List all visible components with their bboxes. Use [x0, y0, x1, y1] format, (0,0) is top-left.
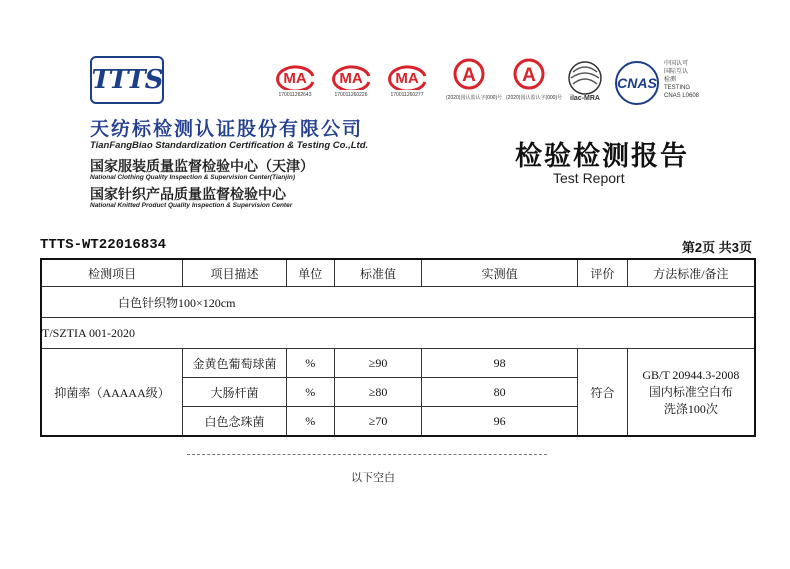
cnas-icon	[614, 60, 660, 106]
cnas-text-line: TESTING	[664, 85, 691, 91]
svg-text:MA: MA	[339, 70, 363, 87]
company-name-en: TianFangBiao Standardization Certification & Testing Co.,Ltd.	[90, 140, 369, 151]
header-cell: 单位	[286, 259, 334, 287]
svg-text:MA: MA	[395, 70, 419, 87]
test-item: 抑菌率（AAAAA级）	[41, 349, 183, 437]
row-desc: 白色念珠菌	[183, 407, 287, 437]
cnas-text-line: 国际互认	[664, 69, 689, 75]
table-header-row	[41, 259, 755, 287]
header-cell: 实测值	[422, 259, 577, 287]
cnas-mark	[614, 60, 660, 106]
center2-name-cn: 国家针织产品质量监督检验中心	[90, 186, 286, 202]
cma-mark-1	[272, 62, 318, 98]
ilac-mark	[562, 58, 608, 102]
svg-text:ilac-MRA: ilac-MRA	[570, 95, 600, 102]
center1-name-en: National Clothing Quality Inspection & Supervision Center(Tianjin)	[90, 174, 296, 181]
method-line: 洗涤100次	[663, 401, 718, 416]
header-cell: 评价	[577, 259, 627, 287]
row-desc: 大肠杆菌	[183, 378, 287, 407]
row-standard: ≥80	[334, 378, 422, 407]
row-unit: %	[286, 407, 334, 437]
standard-code: T/SZTIA 001-2020	[41, 318, 755, 349]
cma-mark-icon	[385, 62, 429, 90]
blank-below-note: 以下空白	[351, 472, 395, 484]
report-title-en: Test Report	[553, 170, 625, 186]
cnas-text-line: 检测	[664, 77, 677, 83]
ttts-logo	[90, 56, 164, 104]
evaluation: 符合	[577, 349, 627, 437]
method-line: 国内标准空白布	[648, 384, 733, 399]
row-measured: 80	[422, 378, 577, 407]
header-cell: 方法标准/备注	[627, 259, 755, 287]
header-cell: 项目描述	[183, 259, 287, 287]
cnas-text	[664, 60, 699, 100]
cal-mark-2	[506, 58, 563, 101]
logo-text: TTTS	[91, 65, 163, 95]
sample-description: 白色针织物100×120cm	[41, 287, 755, 318]
svg-text:MA: MA	[283, 70, 307, 87]
cal-mark-1	[446, 58, 503, 101]
standard-row	[41, 318, 755, 349]
page-info: 第2页 共3页	[681, 240, 752, 255]
cal-mark-icon	[511, 58, 547, 92]
row-unit: %	[286, 378, 334, 407]
cma-number-2: 170011260226	[334, 92, 368, 98]
company-name-cn: 天纺标检测认证股份有限公司	[90, 119, 364, 140]
cma-mark-icon	[329, 62, 373, 90]
row-measured: 96	[422, 407, 577, 437]
cma-mark-icon	[273, 62, 317, 90]
sample-row	[41, 287, 755, 318]
row-standard: ≥70	[334, 407, 422, 437]
svg-text:CNAS: CNAS	[617, 75, 657, 91]
ilac-mra-icon	[563, 58, 607, 102]
cal-mark-icon	[451, 58, 487, 92]
header-cell: 标准值	[334, 259, 422, 287]
svg-text:A: A	[462, 65, 476, 86]
method-standard	[627, 349, 755, 437]
report-number: TTTS-WT22016834	[40, 237, 167, 253]
cal-number-2: (2020)国认监认字(000)号	[506, 95, 563, 101]
dashed-divider	[187, 454, 547, 455]
svg-text:A: A	[522, 65, 536, 86]
cma-number-1: 170011262643	[278, 92, 312, 98]
header-cell: 检测项目	[41, 259, 183, 287]
cma-mark-3	[384, 62, 430, 98]
row-measured: 98	[422, 349, 577, 378]
row-standard: ≥90	[334, 349, 422, 378]
center1-name-cn: 国家服装质量监督检验中心（天津）	[90, 158, 314, 174]
row-unit: %	[286, 349, 334, 378]
method-line: GB/T 20944.3-2008	[642, 367, 740, 382]
cnas-text-line: 中国认可	[664, 61, 689, 67]
report-title: 检验检测报告	[515, 141, 689, 171]
cma-number-3: 170011260277	[390, 92, 424, 98]
result-table	[40, 258, 756, 437]
center2-name-en: National Knitted Product Quality Inspection & Supervision Center	[90, 202, 293, 209]
table-row	[41, 349, 755, 378]
row-desc: 金黄色葡萄球菌	[183, 349, 287, 378]
cal-number-1: (2020)国认监认字(000)号	[446, 95, 503, 101]
cnas-text-line: CNAS L0608	[664, 93, 700, 99]
cma-mark-2	[328, 62, 374, 98]
